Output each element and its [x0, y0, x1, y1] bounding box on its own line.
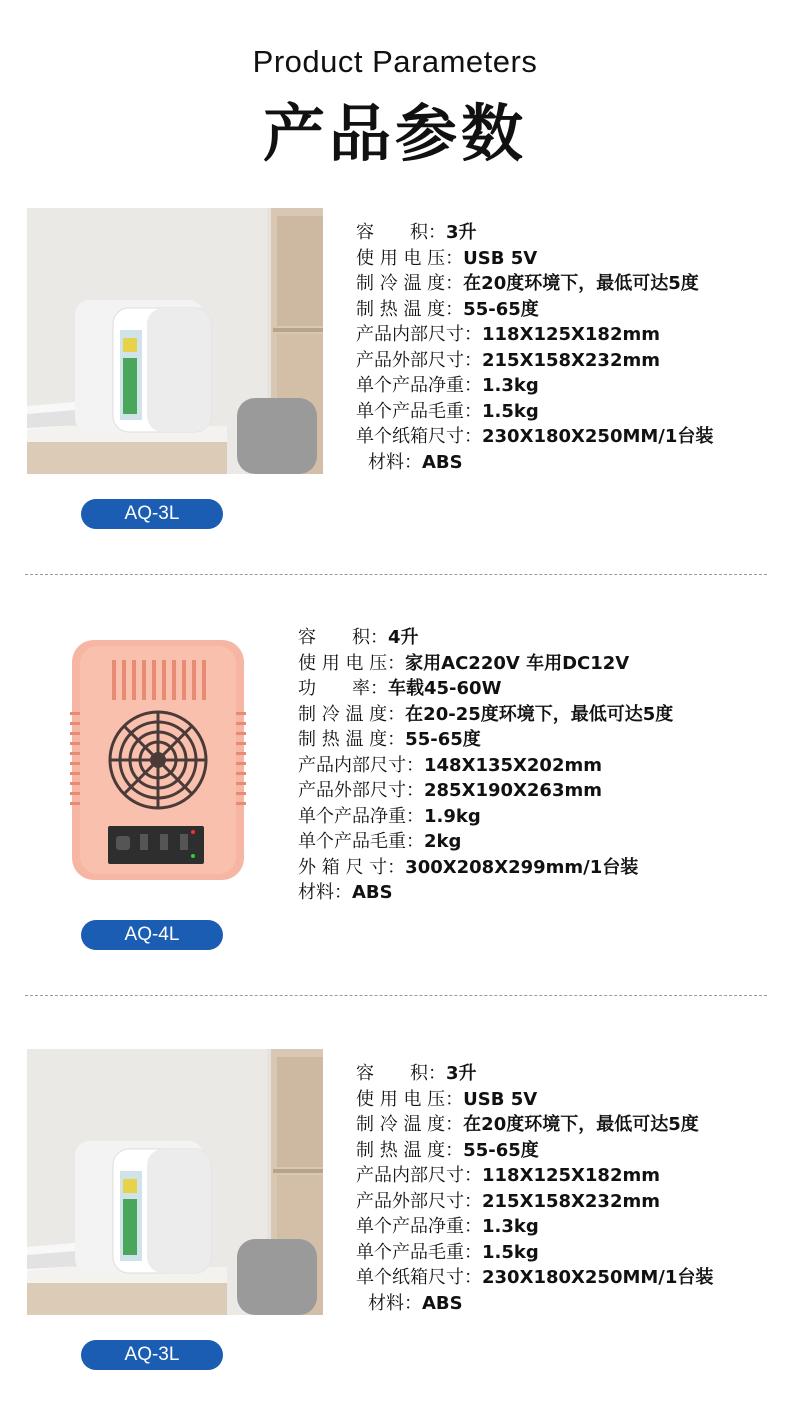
spec-value: ABS: [422, 1292, 463, 1314]
spec-row: [356, 1189, 713, 1215]
spec-row: [298, 880, 673, 906]
spec-value: 55-65度: [405, 729, 481, 750]
spec-label: 制 热 温 度：: [356, 1139, 464, 1161]
spec-value: 4升: [388, 627, 419, 648]
spec-list: [356, 220, 713, 475]
title-chinese: 产品参数: [262, 97, 527, 170]
spec-value: 3升: [446, 222, 477, 243]
spec-label: 单个产品毛重：: [298, 831, 424, 852]
spec-label: 单个产品净重：: [356, 375, 482, 396]
spec-row: [356, 1291, 713, 1317]
spec-row: [298, 778, 673, 804]
spec-value: 230X180X250MM/1台装: [482, 1267, 714, 1288]
spec-value: 215X158X232mm: [482, 1190, 660, 1212]
spec-label: 产品外部尺寸：: [298, 780, 424, 801]
spec-row: [356, 1214, 713, 1240]
spec-row: [356, 424, 713, 450]
spec-value: 1.3kg: [482, 1216, 539, 1237]
spec-label: 使 用 电 压：: [356, 1088, 464, 1110]
spec-label: 产品内部尺寸：: [356, 1165, 482, 1186]
spec-label: 制 冷 温 度：: [356, 273, 464, 294]
spec-value: 在20度环境下，最低可达5度: [463, 273, 699, 294]
spec-value: 家用AC220V 车用DC12V: [405, 652, 630, 674]
page-header: [0, 0, 790, 170]
spec-row: [356, 271, 713, 297]
spec-value: ABS: [422, 451, 463, 473]
section-divider: [25, 995, 767, 996]
spec-label: 单个产品净重：: [356, 1216, 482, 1237]
spec-value: 1.9kg: [424, 805, 481, 827]
spec-label: 功 率：: [298, 678, 388, 699]
spec-label: 单个纸箱尺寸：: [356, 1267, 482, 1288]
spec-row: [298, 625, 673, 651]
spec-row: [356, 1265, 713, 1291]
spec-value: 215X158X232mm: [482, 349, 660, 371]
spec-label: 产品外部尺寸：: [356, 1190, 482, 1212]
spec-value: ABS: [352, 882, 393, 903]
spec-label: 制 冷 温 度：: [356, 1114, 464, 1135]
spec-value: 车载45-60W: [388, 678, 502, 699]
model-badge: AQ-3L: [81, 499, 223, 529]
spec-label: 产品内部尺寸：: [298, 754, 424, 776]
spec-value: 148X135X202mm: [424, 754, 602, 776]
spec-label: 单个产品净重：: [298, 805, 424, 827]
spec-value: USB 5V: [463, 247, 538, 269]
spec-row: [298, 651, 673, 677]
spec-label: 单个纸箱尺寸：: [356, 426, 482, 447]
spec-value: 55-65度: [463, 298, 539, 320]
spec-value: 118X125X182mm: [482, 1165, 660, 1186]
spec-label: 材料：: [368, 1292, 422, 1314]
spec-row: [298, 804, 673, 830]
spec-row: [356, 1138, 713, 1164]
spec-label: 制 冷 温 度：: [298, 703, 406, 725]
spec-value: 230X180X250MM/1台装: [482, 426, 714, 447]
spec-row: [356, 373, 713, 399]
spec-row: [356, 1087, 713, 1113]
model-badge: AQ-3L: [81, 1340, 223, 1370]
spec-label: 容 积：: [356, 222, 446, 243]
spec-row: [298, 855, 673, 881]
spec-value: 55-65度: [463, 1139, 539, 1161]
spec-label: 容 积：: [298, 627, 388, 648]
spec-row: [298, 753, 673, 779]
spec-value: 1.5kg: [482, 1241, 539, 1263]
spec-list: [298, 625, 673, 906]
spec-row: [356, 1061, 713, 1087]
spec-label: 材料：: [368, 451, 422, 473]
spec-row: [356, 399, 713, 425]
spec-row: [356, 348, 713, 374]
spec-row: [356, 322, 713, 348]
spec-label: 容 积：: [356, 1063, 446, 1084]
product-photo-pink-fridge: [60, 630, 256, 886]
spec-row: [356, 220, 713, 246]
spec-label: 制 热 温 度：: [356, 298, 464, 320]
spec-label: 产品内部尺寸：: [356, 324, 482, 345]
spec-row: [298, 829, 673, 855]
spec-row: [356, 1112, 713, 1138]
product-photo-white-fridge: [27, 208, 323, 474]
spec-label: 单个产品毛重：: [356, 1241, 482, 1263]
spec-value: USB 5V: [463, 1088, 538, 1110]
spec-row: [298, 676, 673, 702]
spec-list: [356, 1061, 713, 1316]
spec-value: 118X125X182mm: [482, 324, 660, 345]
spec-value: 1.3kg: [482, 375, 539, 396]
spec-row: [298, 702, 673, 728]
spec-row: [356, 1163, 713, 1189]
spec-value: 在20度环境下，最低可达5度: [463, 1114, 699, 1135]
product-photo-white-fridge: [27, 1049, 323, 1315]
spec-label: 单个产品毛重：: [356, 400, 482, 422]
title-english: Product Parameters: [252, 44, 538, 79]
spec-value: 3升: [446, 1063, 477, 1084]
spec-value: 285X190X263mm: [424, 780, 602, 801]
spec-label: 使 用 电 压：: [298, 652, 406, 674]
spec-row: [298, 727, 673, 753]
spec-value: 300X208X299mm/1台装: [405, 856, 639, 878]
spec-value: 2kg: [424, 831, 462, 852]
spec-row: [356, 1240, 713, 1266]
model-badge: AQ-4L: [81, 920, 223, 950]
spec-label: 使 用 电 压：: [356, 247, 464, 269]
spec-row: [356, 450, 713, 476]
spec-value: 1.5kg: [482, 400, 539, 422]
spec-value: 在20-25度环境下，最低可达5度: [405, 703, 674, 725]
spec-label: 外 箱 尺 寸：: [298, 856, 406, 878]
spec-row: [356, 246, 713, 272]
spec-label: 产品外部尺寸：: [356, 349, 482, 371]
spec-label: 制 热 温 度：: [298, 729, 406, 750]
spec-row: [356, 297, 713, 323]
spec-label: 材料：: [298, 882, 352, 903]
section-divider: [25, 574, 767, 575]
